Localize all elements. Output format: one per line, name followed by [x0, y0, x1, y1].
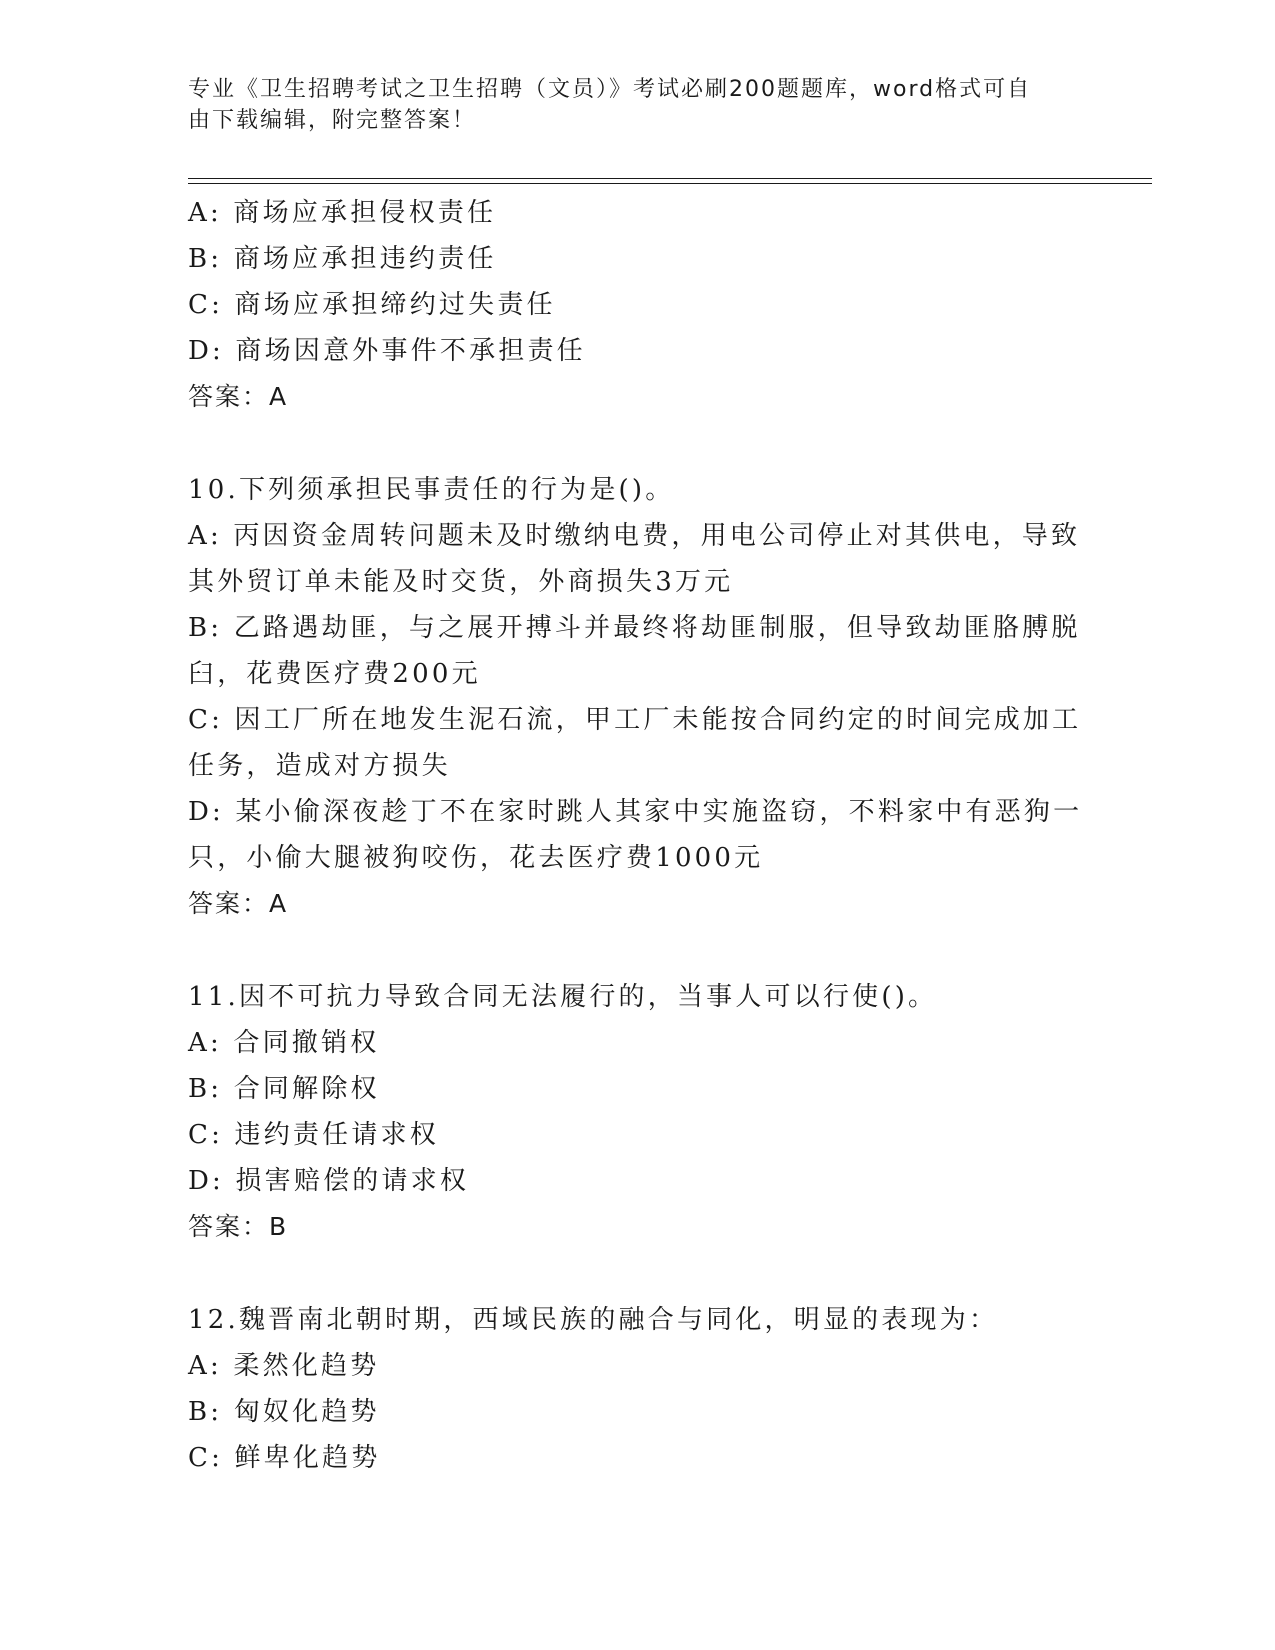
- option-a-line-1: A: 丙因资金周转问题未及时缴纳电费，用电公司停止对其供电，导致: [188, 521, 1081, 551]
- question-text: 12.魏晋南北朝时期，西域民族的融合与同化，明显的表现为：: [188, 1305, 999, 1335]
- answer: 答案：B: [188, 1212, 289, 1241]
- answer: 答案：A: [188, 889, 289, 918]
- option-a-line-2: 其外贸订单未能及时交货，外商损失3万元: [188, 567, 734, 597]
- option-a: A: 商场应承担侵权责任: [188, 198, 497, 228]
- option-c-line-2: 任务，造成对方损失: [188, 751, 451, 781]
- option-b-line-1: B: 乙路遇劫匪，与之展开搏斗并最终将劫匪制服，但导致劫匪胳膊脱: [188, 613, 1081, 643]
- question-content: [188, 190, 1088, 1481]
- question-spacer: [188, 927, 1088, 974]
- option-c: C: 鲜卑化趋势: [188, 1443, 381, 1473]
- question-9-partial: [188, 190, 1088, 420]
- question-10: [188, 467, 1088, 927]
- option-c-line-1: C: 因工厂所在地发生泥石流，甲工厂未能按合同约定的时间完成加工: [188, 705, 1082, 735]
- option-a: A: 合同撤销权: [188, 1028, 380, 1058]
- question-12: [188, 1297, 1088, 1481]
- option-d-line-1: D: 某小偷深夜趁丁不在家时跳人其家中实施盗窃，不料家中有恶狗一: [188, 797, 1083, 827]
- answer: 答案：A: [188, 382, 289, 411]
- option-b-line-2: 臼，花费医疗费200元: [188, 659, 481, 689]
- header-rule-bottom: [188, 183, 1152, 184]
- header-rule-top: [188, 178, 1152, 179]
- question-text: 11.因不可抗力导致合同无法履行的，当事人可以行使()。: [188, 982, 938, 1012]
- option-b: B: 合同解除权: [188, 1074, 380, 1104]
- question-11: [188, 974, 1088, 1250]
- header-line-1: 专业《卫生招聘考试之卫生招聘（文员）》考试必刷200题题库，word格式可自: [188, 77, 1032, 102]
- option-d: D: 损害赔偿的请求权: [188, 1166, 470, 1196]
- option-b: B: 商场应承担违约责任: [188, 244, 497, 274]
- question-spacer: [188, 420, 1088, 467]
- option-b: B: 匈奴化趋势: [188, 1397, 380, 1427]
- option-c: C: 违约责任请求权: [188, 1120, 439, 1150]
- question-spacer: [188, 1250, 1088, 1297]
- document-header: [188, 74, 1088, 136]
- option-d: D: 商场因意外事件不承担责任: [188, 336, 586, 366]
- option-c: C: 商场应承担缔约过失责任: [188, 290, 556, 320]
- header-line-2: 由下载编辑，附完整答案！: [188, 108, 477, 133]
- option-d-line-2: 只，小偷大腿被狗咬伤，花去医疗费1000元: [188, 843, 764, 873]
- option-a: A: 柔然化趋势: [188, 1351, 380, 1381]
- question-text: 10.下列须承担民事责任的行为是()。: [188, 475, 675, 505]
